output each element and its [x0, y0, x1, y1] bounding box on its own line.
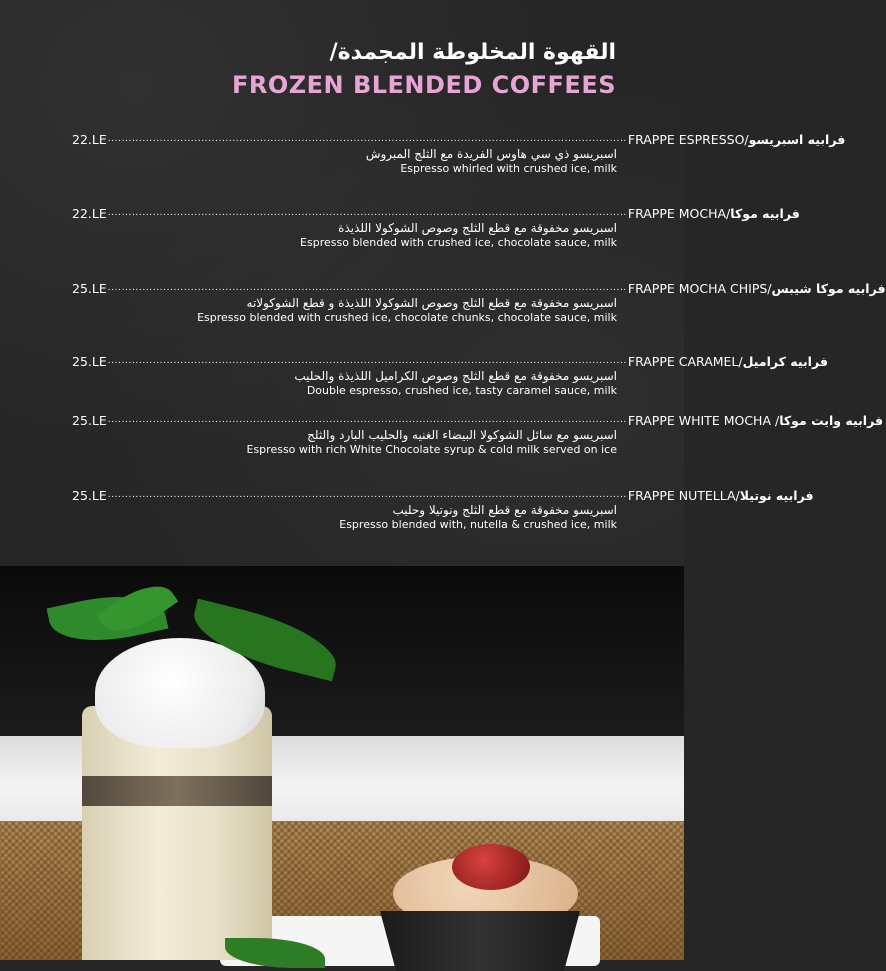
- menu-item-frappe-caramel: [72, 353, 828, 398]
- menu-item-frappe-white-mocha: [72, 412, 884, 457]
- dot-leader: ......................................................................................................................................................: [107, 415, 627, 425]
- dot-leader: ......................................................................................................................................................: [107, 490, 627, 500]
- item-description: Double espresso, crushed ice, tasty caramel sauce, milk: [306, 384, 617, 397]
- dot-leader: ......................................................................................................................................................: [107, 208, 627, 218]
- item-price: 25.LE: [72, 281, 107, 296]
- item-description: Espresso with rich White Chocolate syrup & cold milk served on ice: [246, 443, 617, 456]
- item-description: Espresso blended with crushed ice, chocolate chunks, chocolate sauce, milk: [197, 311, 617, 324]
- menu-item-frappe-mocha-chips: [72, 280, 886, 325]
- item-price: 25.LE: [72, 488, 107, 503]
- menu-item-frappe-nutella: [72, 487, 814, 532]
- menu-header: [232, 38, 616, 100]
- item-price: 22.LE: [72, 132, 107, 147]
- item-description-arabic: اسبريسو ذي سي هاوس الفريدة مع الثلج المبروش: [365, 147, 617, 161]
- item-name: FRAPPE MOCHA CHIPS/: [627, 281, 772, 296]
- item-name-arabic: فرابيه كراميل: [742, 354, 828, 369]
- section-title-arabic: /القهوة المخلوطة المجمدة: [329, 40, 616, 65]
- item-description-arabic: اسبريسو مخفوقة مع قطع الثلج وصوص الشوكولا اللذيذة: [338, 221, 617, 235]
- dot-leader: ......................................................................................................................................................: [107, 283, 627, 293]
- item-description: Espresso blended with, nutella & crushed ice, milk: [339, 518, 617, 531]
- item-description: Espresso whirled with crushed ice, milk: [400, 162, 617, 175]
- item-name-arabic: فرابيه نوتيلا: [739, 488, 814, 503]
- item-price: 22.LE: [72, 206, 107, 221]
- item-name: FRAPPE MOCHA/: [627, 206, 731, 221]
- item-price: 25.LE: [72, 354, 107, 369]
- menu-item-frappe-mocha: [72, 205, 800, 250]
- item-description-arabic: اسبريسو مخفوقة مع قطع الثلج وصوص الشوكولا اللذيذة و قطع الشوكولاته: [246, 296, 617, 310]
- item-description: Espresso blended with crushed ice, chocolate sauce, milk: [300, 236, 617, 249]
- dot-leader: ......................................................................................................................................................: [107, 134, 627, 144]
- chocolate-crumb-layer: [82, 776, 272, 806]
- item-name-arabic: فرابيه موكا شيبس: [771, 281, 886, 296]
- item-description-arabic: اسبريسو مع سائل الشوكولا البيضاء الغنيه والحليب البارد والثلج: [307, 428, 617, 442]
- section-title: FROZEN BLENDED COFFEES: [231, 71, 616, 99]
- menu-item-frappe-espresso: [72, 131, 846, 176]
- item-name-arabic: فرابيه وايت موكا: [779, 413, 884, 428]
- strawberry: [452, 844, 530, 890]
- item-name: FRAPPE NUTELLA/: [627, 488, 740, 503]
- item-name: FRAPPE ESPRESSO/: [627, 132, 749, 147]
- item-name-arabic: فرابيه اسبريسو: [748, 132, 846, 147]
- item-description-arabic: اسبريسو مخفوقة مع قطع الثلج ونوتيلا وحليب: [392, 503, 617, 517]
- cupcake-wrapper: [380, 911, 580, 971]
- item-price: 25.LE: [72, 413, 107, 428]
- product-photo: [0, 566, 684, 960]
- item-name: FRAPPE WHITE MOCHA /: [627, 413, 780, 428]
- item-description-arabic: اسبريسو مخفوقة مع قطع الثلج وصوص الكراميل اللذيذة والحليب: [294, 369, 617, 383]
- dot-leader: ......................................................................................................................................................: [107, 356, 627, 366]
- item-name: FRAPPE CARAMEL/: [627, 354, 743, 369]
- whipped-cream: [95, 638, 265, 748]
- item-name-arabic: فرابيه موكا: [730, 206, 800, 221]
